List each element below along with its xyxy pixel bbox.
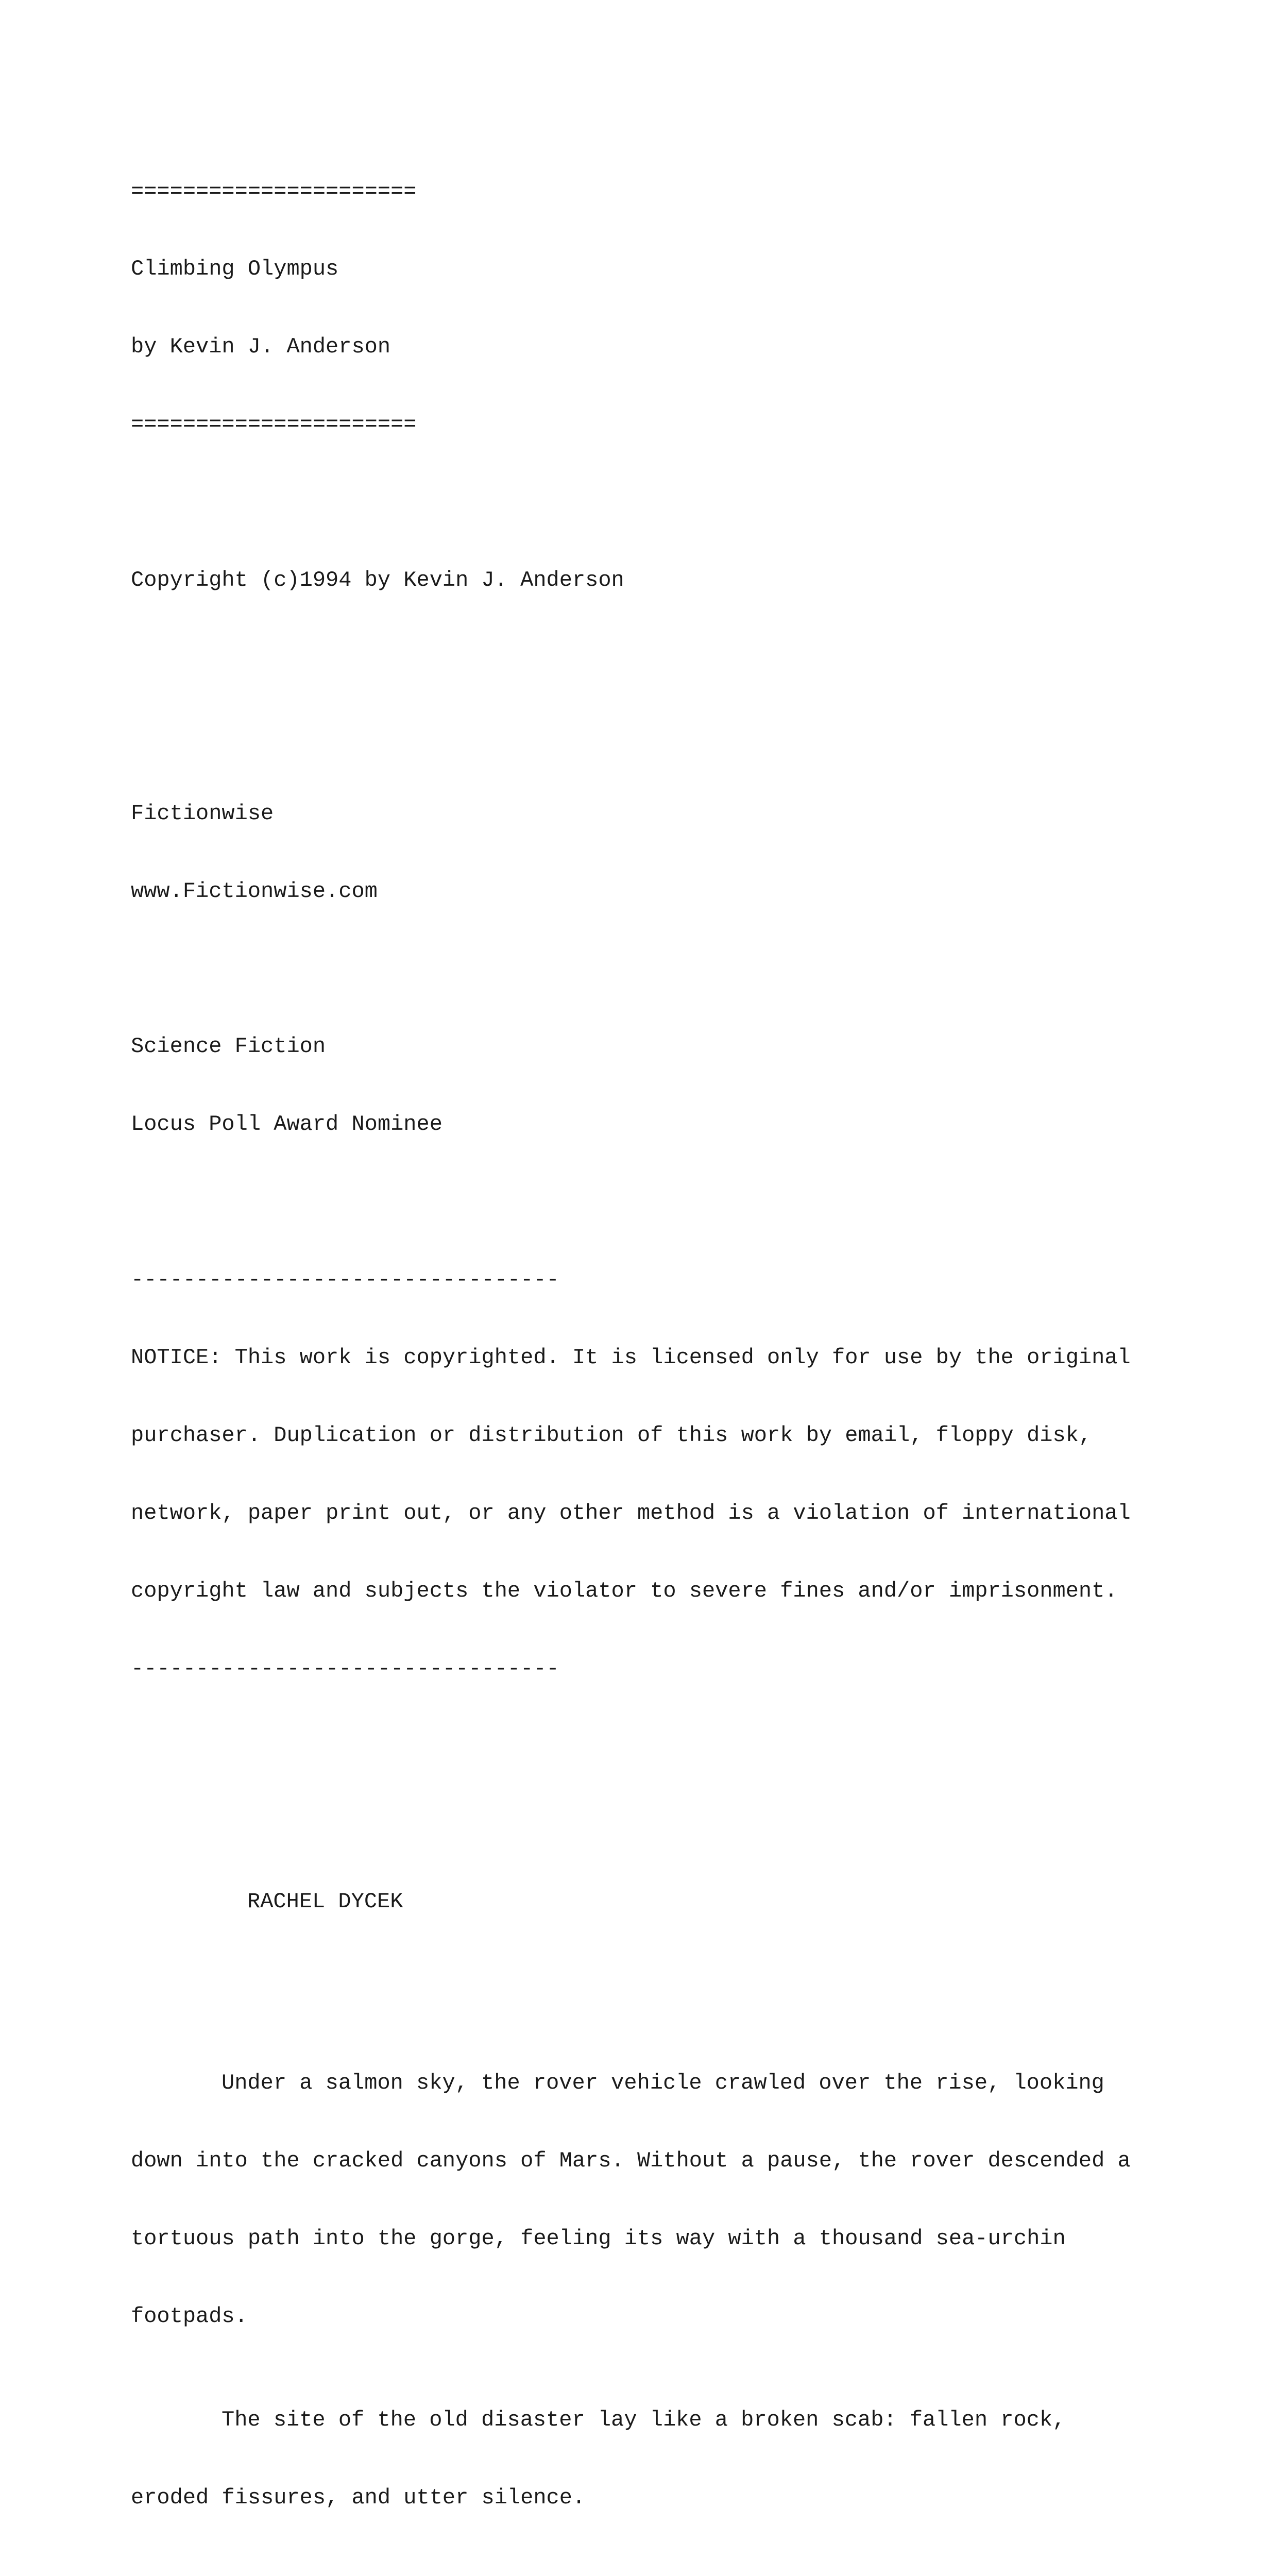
story-body bbox=[131, 1992, 1213, 2576]
publisher-url: www.Fictionwise.com bbox=[131, 878, 378, 904]
spacer bbox=[131, 645, 1213, 671]
paragraph-first-line: The site of the old disaster lay like a broken scab: fallen rock, bbox=[222, 2408, 1066, 2433]
spacer bbox=[131, 489, 1213, 515]
book-title: Climbing Olympus bbox=[131, 257, 339, 282]
notice-line: purchaser. Duplication or distribution of this work by email, floppy disk, bbox=[131, 1422, 1092, 1448]
document-page bbox=[131, 127, 1213, 2576]
notice-rule-bottom: --------------------------------- bbox=[131, 1656, 559, 1681]
copyright-line: Copyright (c)1994 by Kevin J. Anderson bbox=[131, 568, 624, 593]
publisher-name: Fictionwise bbox=[131, 801, 274, 826]
spacer bbox=[131, 956, 1213, 982]
spacer bbox=[131, 1733, 1213, 1811]
paragraph-line: tortuous path into the gorge, feeling its way with a thousand sea-urchin bbox=[131, 2226, 1066, 2251]
genre-label: Science Fiction bbox=[131, 1034, 326, 1059]
paragraph-line: footpads. bbox=[131, 2303, 248, 2329]
chapter-heading: RACHEL DYCEK bbox=[247, 1889, 403, 1914]
notice-line: copyright law and subjects the violator to severe fines and/or imprisonment. bbox=[131, 1578, 1118, 1603]
title-rule-bottom: ====================== bbox=[131, 412, 417, 437]
spacer bbox=[131, 723, 1213, 749]
notice-line: network, paper print out, or any other method is a violation of international bbox=[131, 1500, 1131, 1526]
paragraph-line: eroded fissures, and utter silence. bbox=[131, 2485, 586, 2511]
paragraph-first-line: Under a salmon sky, the rover vehicle crawled over the rise, looking bbox=[222, 2071, 1104, 2096]
paragraph-line: down into the cracked canyons of Mars. Without a pause, the rover descended a bbox=[131, 2148, 1131, 2174]
author-byline: by Kevin J. Anderson bbox=[131, 334, 391, 360]
title-rule-top: ====================== bbox=[131, 179, 417, 204]
award-label: Locus Poll Award Nominee bbox=[131, 1112, 442, 1137]
spacer bbox=[131, 1189, 1213, 1215]
notice-rule-top: --------------------------------- bbox=[131, 1267, 559, 1293]
notice-line: NOTICE: This work is copyrighted. It is licensed only for use by the original bbox=[131, 1345, 1131, 1370]
